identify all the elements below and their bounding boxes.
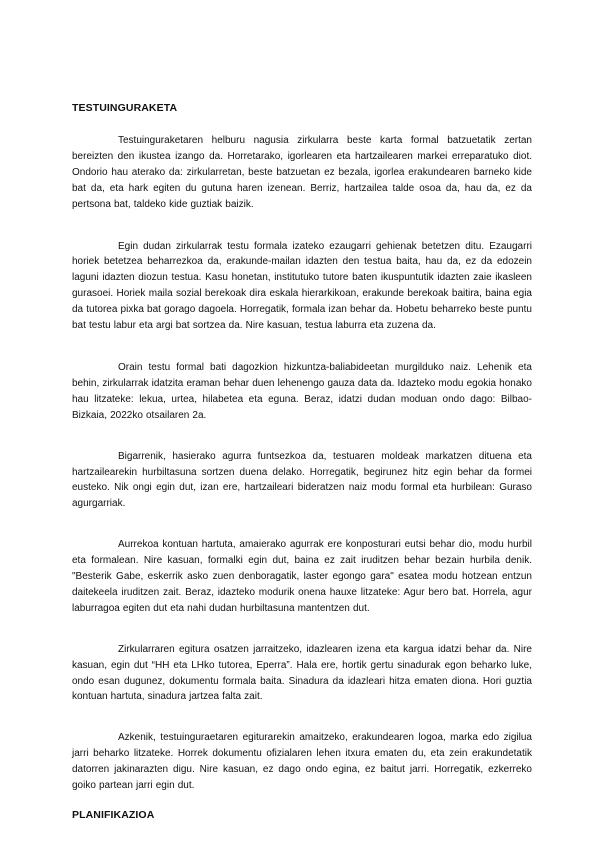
section-heading-planifikazioa: PLANIFIKAZIOA	[72, 809, 155, 821]
paragraph-2: Egin dudan zirkularrak testu formala izateko ezaugarri gehienak betetzen ditu. Ezaugarri horiek betetzea beharrezkoa da, erakunde-mailan idazten den testua baita, hau da, ez da edozein laguni idazten diozun testua. Kasu honetan, institutuko tutore baten ikuspuntutik idazten zaie ikasleen gurasoei. Horiek maila sozial berekoak dira eskala hierarkikoan, erakunde berekoak baitira, baina egia da tutorea pixka bat gorago dagoela. Horregatik, formala izan behar da. Hobetu beharreko beste puntu bat testu labur eta argi bat sortzea da. Nire kasuan, testua laburra eta zuzena da.	[72, 240, 532, 332]
paragraph-5: Aurrekoa kontuan hartuta, amaierako agurrak ere konposturari eutsi behar dio, modu hurbil eta formalean. Nire kasuan, formalki egin dut, baina ez zait iruditzen behar bezain hurbila denik. "Besterik Gabe, eskerrik asko zuen denboragatik, laster egongo gara" esatea modu hotzean entzun daitekeela iruditzen zait. Beraz, idazteko modurik onena hauxe litzateke: Agur bero bat. Horrela, agur laburragoa egiten dut eta nahi dudan hurbiltasuna mantentzen dut.	[72, 539, 532, 614]
paragraph-7: Azkenik, testuinguraetaren egiturarekin amaitzeko, erakundearen logoa, marka edo zigilua jarri beharko litzateke. Horrek dokumentu ofizialaren lehen itxura ematen du, eta zein erakundetatik datorren jakinarazten digu. Nire kasuan, ez dago ondo egina, ez baitut jarri. Horregatik, ezkerreko goiko partean jarri egin dut.	[72, 732, 532, 792]
paragraph-3: Orain testu formal bati dagozkion hizkuntza-baliabideetan murgilduko naiz. Lehenik eta behin, zirkularrak idatzita eraman behar duen lehenengo gauza data da. Idazteko modu egokia honako hau litzateke: lekua, urtea, hilabetea eta eguna. Beraz, idatzi dudan moduan ondo dago: Bilbao-Bizkaia, 2022ko otsailaren 2a.	[72, 361, 532, 421]
paragraph-1: Testuinguraketaren helburu nagusia zirkularra beste karta formal batzuetatik zertan bereizten den ikustea izango da. Horretarako, igorlearen eta hartzailearen markei erreparatuko diot. Ondorio hau aterako da: zirkularretan, beste batzuetan ez bezala, igorlea erakundearen barneko kide bat da, eta hark egiten du gutuna haren izenean. Berriz, hartzailea talde osoa da, hau da, ez da pertsona bat, taldeko kide guztiak baizik.	[72, 135, 532, 210]
paragraph-4: Bigarrenik, hasierako agurra funtsezkoa da, testuaren moldeak markatzen dituena eta hartzailearekin hurbiltasuna sortzen duena delako. Horregatik, begirunez hitz egin behar da formei eusteko. Nik ongi egin dut, izan ere, hartzaileari bideratzen naiz modu formal eta hurbilean: Guraso agurgarriak.	[72, 450, 532, 510]
paragraph-6: Zirkularraren egitura osatzen jarraitzeko, idazlearen izena eta kargua idatzi behar da. Nire kasuan, egin dut “HH eta LHko tutorea, Eperra”. Hala ere, hortik gertu sinadurak egon beharko luke, ondo esan dugunez, dokumentu formala baita. Sinadura da idazleari hitza ematen diona. Hori guztia kontuan hartuta, sinadura jartzea falta zait.	[72, 643, 532, 703]
document-page	[72, 101, 532, 822]
section-heading-testuinguraketa: TESTUINGURAKETA	[72, 102, 178, 114]
